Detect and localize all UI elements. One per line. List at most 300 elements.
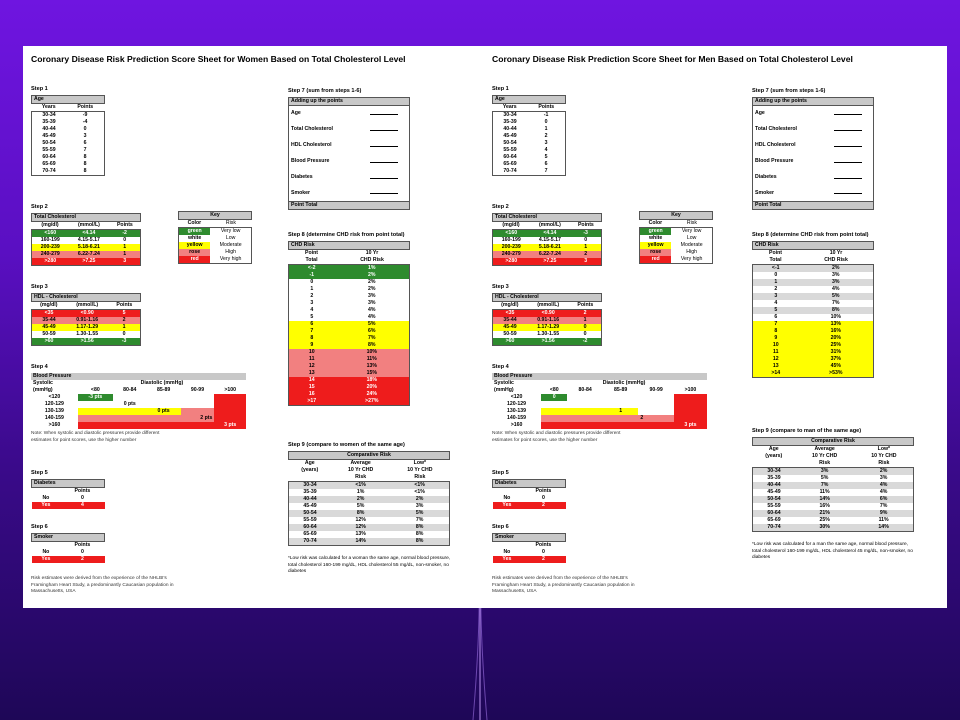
points-blank (824, 154, 874, 170)
table-row (640, 249, 713, 256)
table-row (753, 349, 874, 356)
table-cell: 3 (570, 258, 601, 266)
table-row (753, 321, 874, 328)
table-cell: 55-59 (503, 147, 517, 153)
table-cell: 50-54 (303, 510, 317, 516)
table-row (753, 475, 914, 482)
table-cell: 11% (335, 356, 410, 363)
table-cell: 3% (368, 293, 376, 299)
blood-pressure-table: Blood Pressure Systolic Diastolic (mmHg) (mmHg) <80 80-84 85-89 90-99 >100 <120 0 120-129 130-139 1 140-159 2 >160 3 pts (492, 373, 707, 429)
step9-comparative-risk: Step 9 (compare to women of the same age) Comparative Risk Age Average Low* (years) 10 Yr CHD 10 Yr CHD Risk Risk 30-34 <1% <1% 35-39 1% <1% 40-44 2% 2% 45-49 5% 3% 50-54 8% 5% 55-59 12% 7% 60-64 12% 8% 65-69 13% 8% 70-74 14% 8% *Low risk was calculated for a woman the same age, normal blood pressure, total cholesterol 160-199 mg/dL, HDL cholesterol 55 mg/dL, non-smoker, no diabetes (288, 442, 451, 574)
table-row (640, 256, 713, 264)
table-cell: 4% (879, 482, 888, 488)
sheet-title: Coronary Disease Risk Prediction Score Sheet for Men Based on Total Cholesterol Level (492, 54, 853, 64)
table-cell: 1% (356, 489, 365, 495)
table-row (32, 237, 141, 244)
table-cell: 40-44 (767, 482, 781, 488)
table-cell: 45-49 (767, 489, 781, 495)
table-cell: >27% (335, 398, 410, 406)
table-cell: Very high (219, 256, 242, 262)
table-row (493, 230, 602, 238)
points-line (289, 106, 410, 122)
table-cell: 50-59 (42, 331, 56, 337)
table-row (493, 140, 566, 147)
table-cell: -4 (82, 119, 88, 125)
table-cell: yellow (179, 242, 211, 249)
table-cell: 4.15-5.17 (538, 237, 561, 243)
table-cell: 14% (355, 538, 366, 544)
table-cell: 14% (819, 496, 830, 502)
table-row (753, 496, 914, 503)
table-row (640, 228, 713, 236)
points-line (753, 122, 874, 138)
table-cell: 65-69 (42, 161, 56, 167)
table-row (179, 235, 252, 242)
table-cell: High (225, 249, 236, 255)
points-label: Blood Pressure (755, 158, 794, 164)
step9-comparative-risk: Step 9 (compare to man of the same age) Comparative Risk Age Average Low* (years) 10 Yr CHD 10 Yr CHD Risk Risk 30-34 3% 2% 35-39 5% 3% 40-44 7% 4% 45-49 11% 4% 50-54 14% 6% 55-59 16% 7% 60-64 21% 9% 65-69 25% 11% 70-74 30% 14% *Low risk was calculated for a man the same age, normal blood pressure, total cholesterol 160-199 mg/dL, HDL cholesterol 45 mg/dL, non-smoker, no diabetes (752, 428, 913, 560)
table-cell: 5% (820, 475, 829, 481)
step3-hdl: Step 3 HDL - Cholesterol (mg/dl) (mmol/L) Points <35 <0.90 2 35-44 0.91-1.16 1 45-49 1.17-1.29 0 50-59 1.30-1.55 0 >60 >1.56 -2 (492, 284, 602, 346)
table-cell: 1 (774, 279, 778, 285)
table-cell: <-1 (771, 265, 780, 271)
table-cell: 8 (289, 335, 335, 342)
chd-risk-table: CHD Risk Point 10 Yr Total CHD Risk <-1 2% 0 3% 1 3% 2 4% 3 5% 4 7% 5 8% 6 10% 7 13% 8 16% 9 20% 10 25% 11 31% 12 37% 13 45% >14 >53% (752, 241, 874, 378)
table-cell: 25% (819, 517, 830, 523)
step7-adding-points: Step 7 (sum from steps 1-6) Adding up the points Age Total Cholesterol HDL Cholesterol Blood Pressure Diabetes Smoker Point Total (752, 88, 874, 210)
table-cell: 200-239 (493, 244, 530, 251)
table-cell: -1 (543, 112, 549, 118)
table-cell: 1.17-1.29 (66, 324, 108, 331)
table-cell: 2 (108, 317, 140, 324)
table-cell: >14 (753, 370, 799, 378)
table-cell: 5 (774, 307, 778, 313)
table-row (32, 230, 141, 238)
table-cell: 1.30-1.55 (76, 331, 99, 337)
table-row (753, 482, 914, 489)
table-cell: 0.91-1.16 (527, 317, 569, 324)
table-row (753, 265, 874, 273)
table-cell: 15% (335, 370, 410, 377)
table-row (493, 161, 566, 168)
table-row (493, 119, 566, 126)
table-cell: 4 (544, 147, 548, 153)
table-cell: 70-74 (42, 168, 56, 174)
table-cell: 8 (83, 168, 87, 174)
table-cell: 6 (83, 140, 87, 146)
table-cell: 5.18-6.21 (530, 244, 571, 251)
table-cell: 60-64 (503, 154, 517, 160)
table-cell: rose (179, 249, 211, 256)
table-cell: 5 (310, 314, 314, 320)
table-cell: white (649, 235, 663, 241)
table-cell: 35-39 (42, 119, 56, 125)
table-cell: 3 (109, 258, 140, 266)
table-cell: 4.15-5.17 (77, 237, 100, 243)
table-cell: 55-59 (303, 517, 317, 523)
table-cell: 5% (356, 503, 365, 509)
table-cell: 45-49 (32, 324, 67, 331)
table-cell: <35 (32, 310, 67, 318)
table-cell: 45-49 (503, 133, 517, 139)
table-cell: 70-74 (303, 538, 317, 544)
table-cell: 8 (753, 328, 799, 335)
table-cell: <4.14 (530, 230, 571, 238)
table-cell: 2 (310, 293, 314, 299)
step3-hdl: Step 3 HDL - Cholesterol (mg/dl) (mmol/L) Points <35 <0.90 5 35-44 0.91-1.16 2 45-49 1.17-1.29 1 50-59 1.30-1.55 0 >60 >1.56 -3 (31, 284, 141, 346)
table-row (753, 307, 874, 314)
table-cell: 8% (335, 342, 410, 349)
table-cell: >17 (289, 398, 335, 406)
table-cell: >1.56 (66, 338, 108, 346)
table-cell: 0 (584, 237, 588, 243)
points-line (289, 186, 410, 202)
table-cell: 1.30-1.55 (537, 331, 560, 337)
table-cell: 1 (569, 317, 601, 324)
points-line (289, 122, 410, 138)
table-cell: <1% (414, 489, 425, 495)
adding-points-table: Adding up the points Age Total Cholesterol HDL Cholesterol Blood Pressure Diabetes Smoker Point Total (288, 97, 410, 210)
table-cell: 0 (310, 279, 314, 285)
table-cell: 45-49 (42, 133, 56, 139)
hdl-table: HDL - Cholesterol (mg/dl) (mmol/L) Points <35 <0.90 5 35-44 0.91-1.16 2 45-49 1.17-1.29 1 50-59 1.30-1.55 0 >60 >1.56 -3 (31, 293, 141, 346)
step4-blood-pressure: Step 4 Blood Pressure Systolic Diastolic (mmHg) (mmHg) <80 80-84 85-89 90-99 >100 <120 -3 pts 120-129 0 pts 130-139 0 pts 140-159 2 pts >160 3 pts Note: When systolic and diastolic pressures provide different estimates for point scores, use the higher number (31, 364, 261, 444)
age-table: Age Years Points 30-34 -1 35-39 0 40-44 1 45-49 2 50-54 3 55-59 4 60-64 5 65-69 6 70-74 7 (492, 95, 566, 176)
table-row (289, 496, 450, 503)
table-cell: -2 (109, 230, 140, 238)
table-cell: 0 (569, 324, 601, 331)
table-cell: 60-64 (303, 524, 317, 530)
table-row (32, 126, 105, 133)
table-cell: 24% (335, 391, 410, 398)
total-cholesterol-table: Total Cholesterol (mg/dl) (mmol/L) Points <160 <4.14 -3 160-199 4.15-5.17 0 200-239 5.18-6.21 1 240-279 6.22-7.24 2 >280 >7.25 3 (492, 213, 602, 266)
table-cell: 14% (878, 524, 889, 530)
table-cell: 0 (122, 331, 126, 337)
table-row (753, 356, 874, 363)
table-row (493, 168, 566, 176)
table-cell: green (640, 228, 672, 236)
women-score-sheet (23, 46, 486, 608)
table-row (753, 314, 874, 321)
table-cell: red (640, 256, 672, 264)
table-cell: 50-54 (767, 496, 781, 502)
table-row (32, 331, 141, 338)
points-label: Total Cholesterol (755, 126, 797, 132)
points-label: Blood Pressure (291, 158, 330, 164)
table-cell: 7% (879, 503, 888, 509)
table-cell: 7 (753, 321, 799, 328)
table-cell: 5% (335, 321, 410, 328)
table-cell: 45% (799, 363, 874, 370)
table-cell: 50-54 (503, 140, 517, 146)
table-row (753, 503, 914, 510)
table-cell: 3 (544, 140, 548, 146)
table-row (289, 377, 410, 384)
table-cell: 40-44 (303, 496, 317, 502)
table-cell: 3% (879, 475, 888, 481)
table-row (289, 391, 410, 398)
table-row (289, 538, 450, 546)
table-cell: 50-59 (503, 331, 517, 337)
points-label: Diabetes (291, 174, 313, 180)
table-cell: 8% (356, 510, 365, 516)
table-row (179, 242, 252, 249)
points-blank (360, 138, 410, 154)
table-cell: 40-44 (42, 126, 56, 132)
table-row (289, 524, 450, 531)
table-cell: >7.25 (69, 258, 110, 266)
table-row (753, 370, 874, 378)
step7-adding-points: Step 7 (sum from steps 1-6) Adding up the points Age Total Cholesterol HDL Cholesterol Blood Pressure Diabetes Smoker Point Total (288, 88, 410, 210)
table-cell: 5 (544, 154, 548, 160)
table-cell: 1 (310, 286, 314, 292)
table-cell: 3% (832, 272, 840, 278)
table-cell: 30-34 (42, 112, 56, 118)
table-cell: 3 (83, 133, 87, 139)
table-cell: yellow (640, 242, 672, 249)
step4-blood-pressure: Step 4 Blood Pressure Systolic Diastolic (mmHg) (mmHg) <80 80-84 85-89 90-99 >100 <120 0 120-129 130-139 1 140-159 2 >160 3 pts Note: When systolic and diastolic pressures provide different estimates for point scores, use the higher number (492, 364, 722, 444)
key-table: Key Color Risk green Very low white Low yellow Moderate rose High red Very high (639, 211, 713, 264)
table-cell: 1 (570, 244, 601, 251)
table-cell: <-2 (289, 265, 335, 273)
step6-smoker: Step 6 Smoker Points No 0 Yes 2 (31, 524, 105, 563)
hdl-table: HDL - Cholesterol (mg/dl) (mmol/L) Points <35 <0.90 2 35-44 0.91-1.16 1 45-49 1.17-1.29 0 50-59 1.30-1.55 0 >60 >1.56 -2 (492, 293, 602, 346)
table-row (289, 300, 410, 307)
points-label: Age (755, 110, 765, 117)
table-row (753, 517, 914, 524)
table-cell: 11 (289, 356, 335, 363)
men-score-sheet (484, 46, 947, 608)
table-row (289, 293, 410, 300)
table-cell: 0 (544, 119, 548, 125)
table-cell: Low (686, 235, 697, 241)
table-cell: 2 (544, 133, 548, 139)
table-cell: 45-49 (493, 324, 528, 331)
table-row (289, 517, 450, 524)
table-row (753, 272, 874, 279)
table-cell: 9 (753, 335, 799, 342)
table-cell: 0 (83, 126, 87, 132)
table-cell: >1.56 (527, 338, 569, 346)
table-cell: 1 (109, 244, 140, 251)
table-cell: 60-64 (42, 154, 56, 160)
table-cell: 13 (289, 370, 335, 377)
table-cell: >53% (799, 370, 874, 378)
table-row (493, 317, 602, 324)
sheet-title: Coronary Disease Risk Prediction Score Sheet for Women Based on Total Cholesterol Level (31, 54, 406, 64)
table-cell: 31% (799, 349, 874, 356)
table-row (289, 286, 410, 293)
table-cell: 16 (289, 391, 335, 398)
points-blank (824, 138, 874, 154)
table-row (289, 398, 410, 406)
table-cell: 3 (310, 300, 314, 306)
table-cell: 35-39 (767, 475, 781, 481)
points-label: Smoker (755, 189, 775, 196)
table-row (289, 342, 410, 349)
table-cell: 5 (108, 310, 140, 318)
table-cell: >60 (493, 338, 528, 346)
table-cell: <1% (414, 482, 425, 488)
table-cell: 65-69 (503, 161, 517, 167)
table-row (32, 244, 141, 251)
table-cell: white (188, 235, 202, 241)
table-row (179, 249, 252, 256)
table-cell: 1 (108, 324, 140, 331)
table-cell: 7 (83, 147, 87, 153)
table-row (32, 310, 141, 318)
table-cell: 6.22-7.24 (530, 251, 571, 258)
table-row (32, 119, 105, 126)
table-cell: 6 (774, 314, 778, 320)
table-cell: 9 (289, 342, 335, 349)
table-row (32, 112, 105, 120)
table-cell: 11 (753, 349, 799, 356)
step8-chd-risk: Step 8 (determine CHD risk from point total) CHD Risk Point 10 Yr Total CHD Risk <-1 2% 0 3% 1 3% 2 4% 3 5% 4 7% 5 8% 6 10% 7 13% 8 16% 9 20% 10 25% 11 31% 12 37% 13 45% >14 >53% (752, 232, 874, 378)
points-line (753, 106, 874, 122)
footer-note: Risk estimates were derived from the experience of the NHLBI's Framingham Heart Study, a predominantly Caucasian population in Massachusetts, USA (492, 576, 635, 594)
table-cell: 55-59 (42, 147, 56, 153)
table-cell: >7.25 (530, 258, 571, 266)
total-cholesterol-table: Total Cholesterol (mg/dl) (mmol/L) Points <160 <4.14 -2 160-199 4.15-5.17 0 200-239 5.18-6.21 1 240-279 6.22-7.24 1 >280 >7.25 3 (31, 213, 141, 266)
table-row (493, 310, 602, 318)
table-cell: 13 (753, 363, 799, 370)
table-row (493, 251, 602, 258)
points-line (753, 154, 874, 170)
table-cell: 18% (335, 377, 410, 384)
table-cell: 160-199 (40, 237, 60, 243)
table-row (493, 154, 566, 161)
points-blank (360, 122, 410, 138)
table-row (32, 338, 141, 346)
table-cell: 60-64 (767, 510, 781, 516)
table-row (753, 279, 874, 286)
smoker-table: Smoker Points No 0 Yes 2 (492, 533, 566, 563)
table-row (289, 503, 450, 510)
table-cell: 4 (774, 300, 778, 306)
key-table: Key Color Risk green Very low white Low yellow Moderate rose High red Very high (178, 211, 252, 264)
table-cell: 4% (879, 489, 888, 495)
table-row (32, 251, 141, 258)
table-cell: 37% (799, 356, 874, 363)
table-cell: 12% (355, 524, 366, 530)
table-row (32, 168, 105, 176)
table-cell: 8% (415, 524, 424, 530)
table-cell: 2 (774, 286, 778, 292)
table-cell: 6% (335, 328, 410, 335)
chd-risk-table: CHD Risk Point 10 Yr Total CHD Risk <-2 1% -1 2% 0 2% 1 2% 2 3% 3 3% 4 4% 5 4% 6 5% 7 6% 8 7% 9 8% 10 10% 11 11% 12 13% 13 15% 14 18% 15 20% 16 24% >17 >27% (288, 241, 410, 406)
table-cell: <0.90 (527, 310, 569, 318)
table-row (640, 235, 713, 242)
table-cell: 20% (335, 384, 410, 391)
table-row (32, 324, 141, 331)
table-row (753, 510, 914, 517)
table-cell: 15 (289, 384, 335, 391)
table-row (289, 356, 410, 363)
points-blank (824, 170, 874, 186)
table-cell: 5% (832, 293, 840, 299)
table-cell: 30-34 (767, 468, 781, 474)
table-cell: 0 (583, 331, 587, 337)
table-row (493, 112, 566, 120)
table-cell: 0 (123, 237, 127, 243)
table-cell: 30% (819, 524, 830, 530)
table-cell: -3 (570, 230, 601, 238)
table-cell: 3% (368, 300, 376, 306)
points-blank (824, 106, 874, 122)
table-cell: 35-44 (493, 317, 528, 324)
table-row (289, 489, 450, 496)
blood-pressure-table: Blood Pressure Systolic Diastolic (mmHg) (mmHg) <80 80-84 85-89 90-99 >100 <120 -3 pts 120-129 0 pts 130-139 0 pts 140-159 2 pts >160 3 pts (31, 373, 246, 429)
table-cell: >280 (32, 258, 69, 266)
table-cell: 50-54 (42, 140, 56, 146)
table-cell: red (179, 256, 211, 264)
step1-age: Step 1 Age Years Points 30-34 -9 35-39 -4 40-44 0 45-49 3 50-54 6 55-59 7 60-64 8 65-69 8 70-74 8 (31, 86, 105, 176)
table-cell: 16% (819, 503, 830, 509)
table-cell: 8% (415, 538, 424, 544)
table-row (32, 147, 105, 154)
table-cell: >60 (32, 338, 67, 346)
table-cell: 45-49 (303, 503, 317, 509)
table-cell: Very low (681, 228, 702, 234)
table-cell: 3 (774, 293, 778, 299)
table-cell: 3% (820, 468, 829, 474)
table-cell: 6 (544, 161, 548, 167)
step5-diabetes: Step 5 Diabetes Points No 0 Yes 2 (492, 470, 566, 509)
table-cell: 0.91-1.16 (66, 317, 108, 324)
table-cell: 10 (753, 342, 799, 349)
table-cell: 8 (83, 161, 87, 167)
table-cell: 5.18-6.21 (69, 244, 110, 251)
points-line (289, 138, 410, 154)
diabetes-table: Diabetes Points No 0 Yes 2 (492, 479, 566, 509)
table-cell: 30-34 (503, 112, 517, 118)
table-cell: 2 (570, 251, 601, 258)
table-cell: 6% (879, 496, 888, 502)
table-cell: 2% (879, 468, 888, 474)
comparative-risk-table: Comparative Risk Age Average Low* (years) 10 Yr CHD 10 Yr CHD Risk Risk 30-34 3% 2% 35-39 5% 3% 40-44 7% 4% 45-49 11% 4% 50-54 14% 6% 55-59 16% 7% 60-64 21% 9% 65-69 25% 11% 70-74 30% 14% (752, 437, 914, 532)
table-row (289, 314, 410, 321)
table-cell: 240-279 (493, 251, 530, 258)
points-blank (360, 106, 410, 122)
table-cell: 6 (289, 321, 335, 328)
table-row (289, 531, 450, 538)
points-label: Diabetes (755, 174, 777, 180)
table-cell: 20% (799, 335, 874, 342)
points-label: Total Cholesterol (291, 126, 333, 132)
table-row (289, 363, 410, 370)
table-cell: 0 (774, 272, 778, 278)
smoker-table: Smoker Points No 0 Yes 2 (31, 533, 105, 563)
table-cell: 3% (415, 503, 424, 509)
table-row (289, 349, 410, 356)
table-row (493, 244, 602, 251)
table-cell: 8 (83, 154, 87, 160)
table-row (32, 133, 105, 140)
table-cell: 8% (415, 531, 424, 537)
table-row (179, 256, 252, 264)
table-cell: <160 (32, 230, 69, 238)
table-cell: 10% (335, 349, 410, 356)
table-cell: <35 (493, 310, 528, 318)
table-cell: 4% (832, 286, 840, 292)
table-row (493, 237, 602, 244)
table-cell: 30-34 (303, 482, 317, 488)
points-blank (824, 122, 874, 138)
table-row (493, 126, 566, 133)
table-cell: 2% (368, 279, 376, 285)
table-cell: >280 (493, 258, 530, 266)
